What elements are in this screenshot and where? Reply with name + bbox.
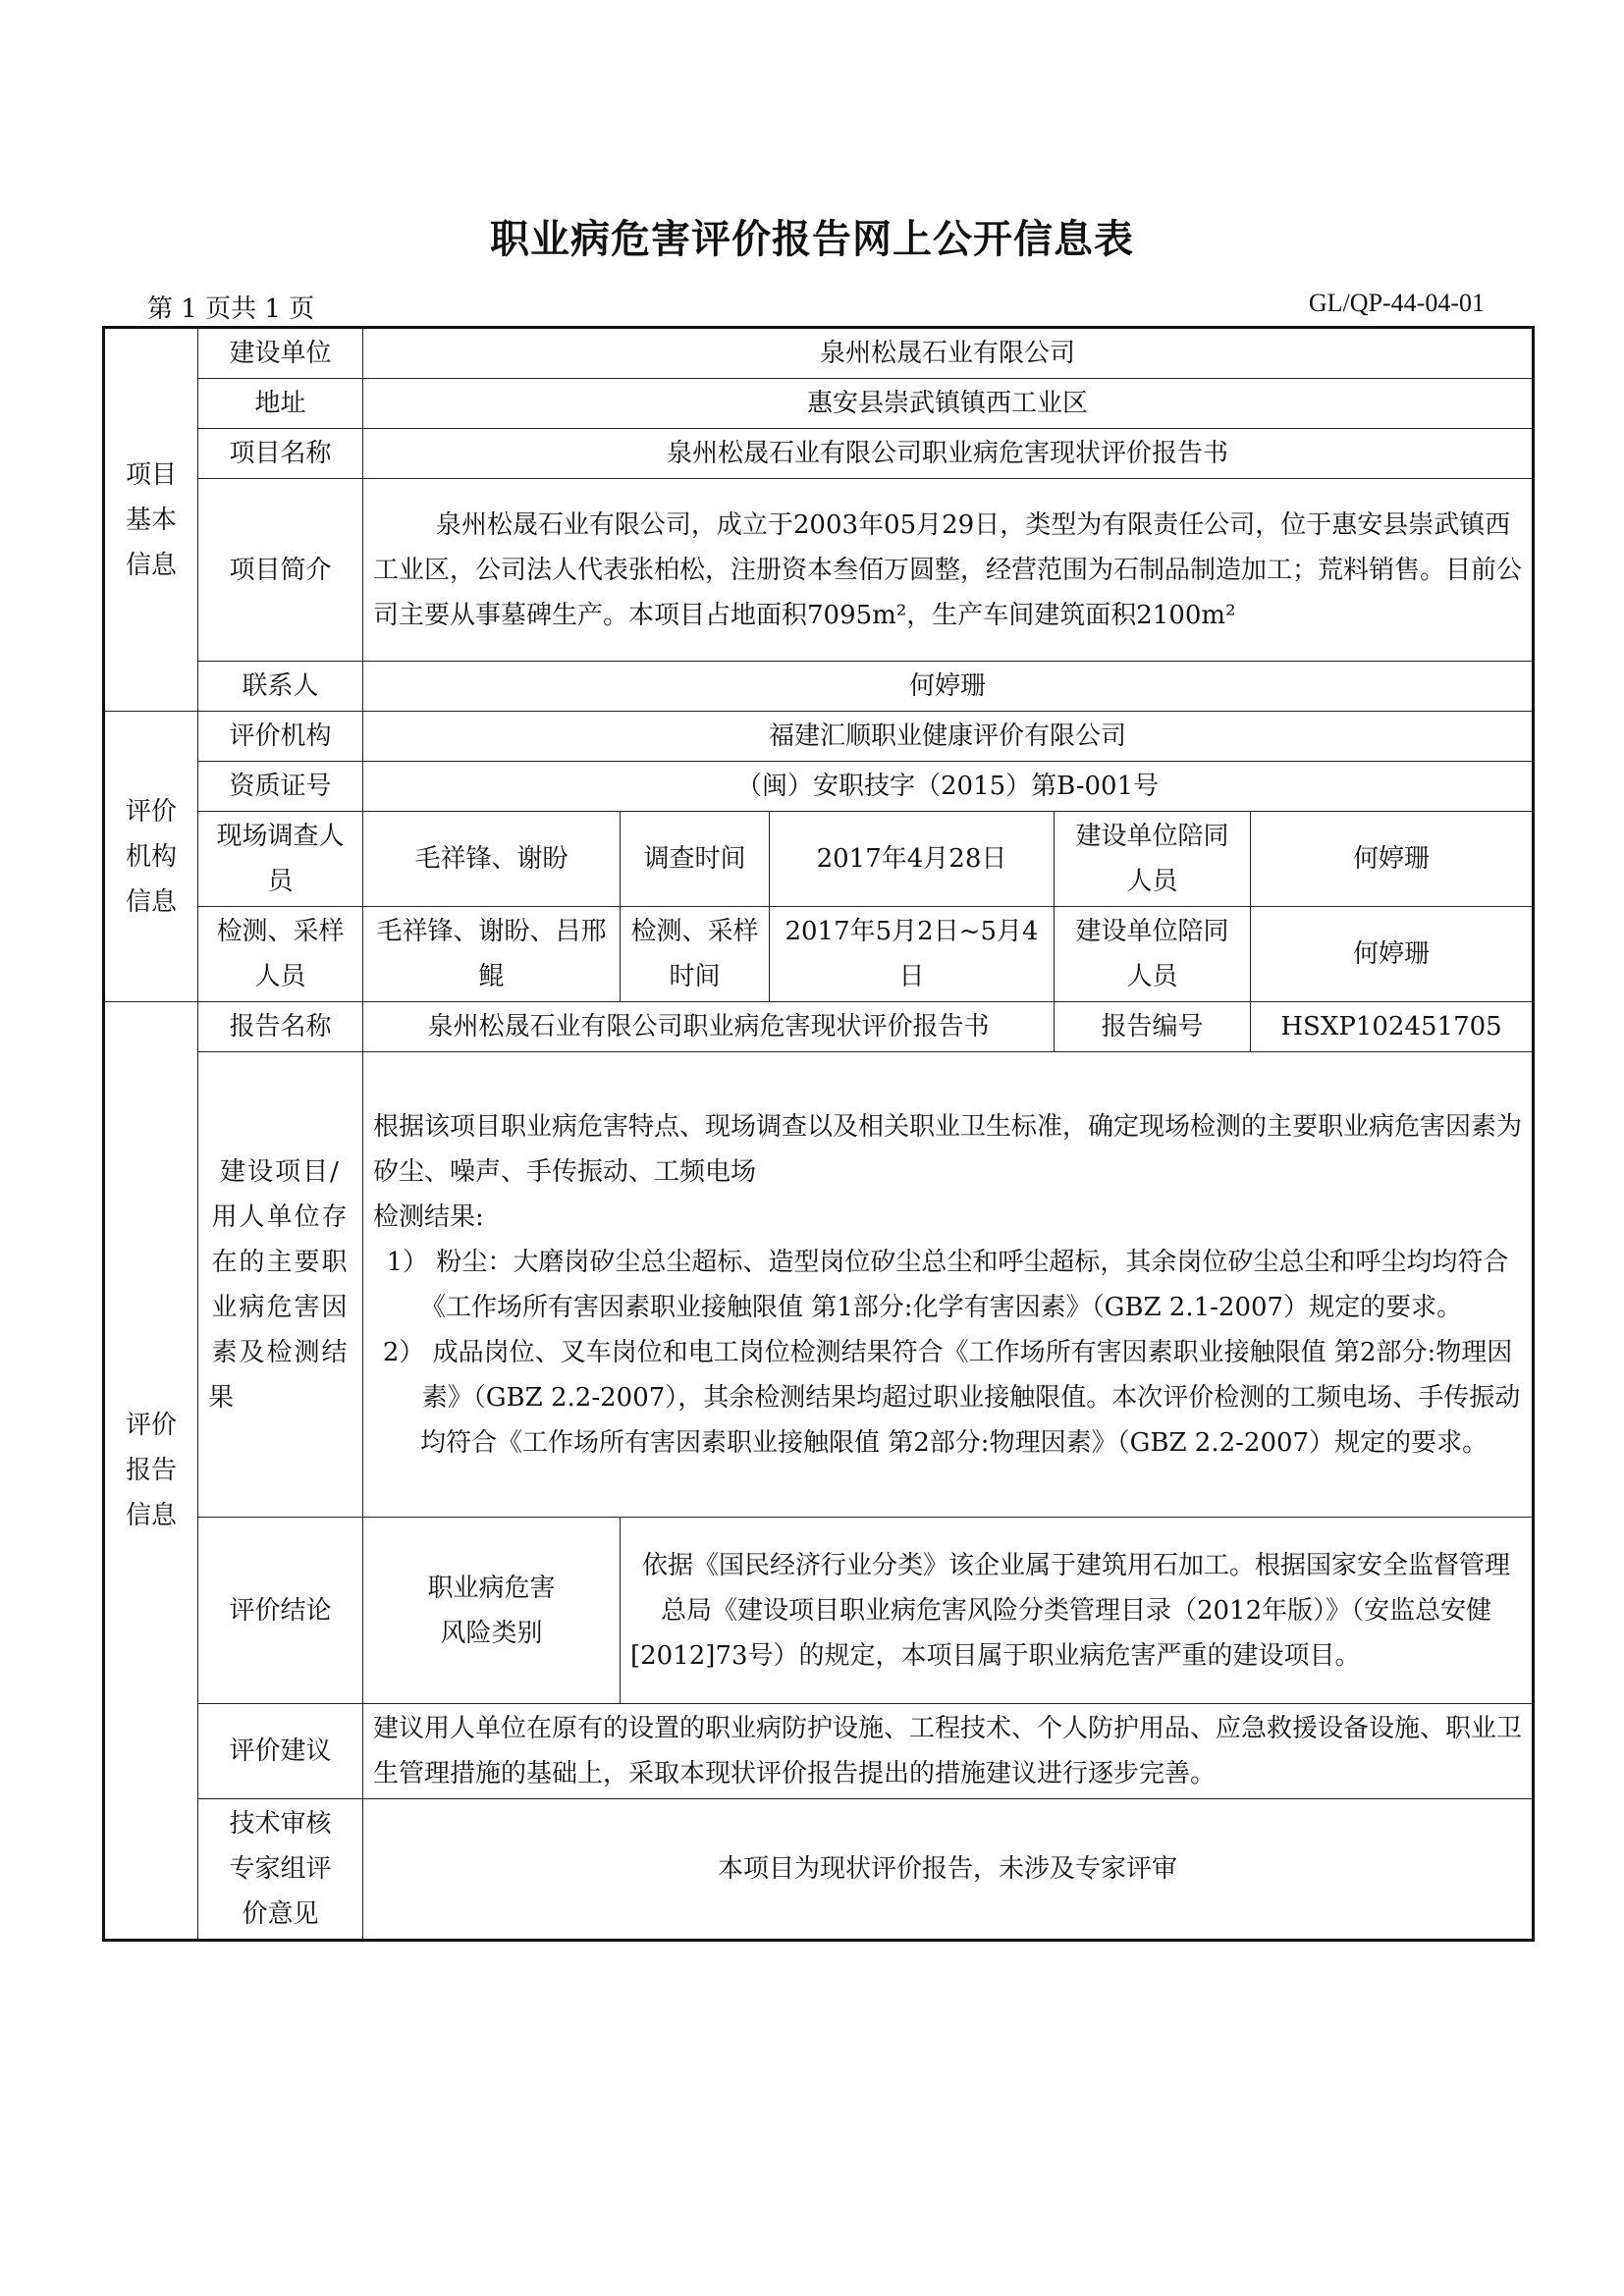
hazards-value xyxy=(363,1052,1534,1518)
advice-label: 评价建议 xyxy=(198,1704,363,1799)
project-name-label: 项目名称 xyxy=(198,429,363,479)
address-value: 惠安县崇武镇镇西工业区 xyxy=(363,379,1534,429)
risk-category-label: 职业病危害风险类别 xyxy=(363,1518,621,1704)
results-title: 检测结果: xyxy=(373,1201,484,1232)
project-summary-value: 泉州松晟石业有限公司，成立于2003年05月29日，类型为有限责任公司，位于惠安县崇武镇西工业区，公司法人代表张柏松，注册资本叁佰万圆整，经营范围为石制品制造加工；荒料销售。目前公司主要从事墓碑生产。本项目占地面积7095m²，生产车间建筑面积2100m² xyxy=(363,479,1534,662)
survey-time-value: 2017年4月28日 xyxy=(770,812,1055,907)
agency-label: 评价机构 xyxy=(198,712,363,762)
row-project-summary xyxy=(104,479,1534,662)
group-agency-info: 评价机构信息 xyxy=(104,712,198,1002)
row-advice xyxy=(104,1704,1534,1799)
survey-staff-label: 现场调查人员 xyxy=(198,812,363,907)
hazards-intro: 根据该项目职业病危害特点、现场调查以及相关职业卫生标准，确定现场检测的主要职业病危害因素为矽尘、噪声、手传振动、工频电场 xyxy=(373,1111,1523,1187)
row-contact xyxy=(104,662,1534,712)
report-name-value: 泉州松晟石业有限公司职业病危害现状评价报告书 xyxy=(363,1002,1055,1052)
sampling-staff-value: 毛祥锋、谢盼、吕邢鲲 xyxy=(363,907,621,1002)
contact-label: 联系人 xyxy=(198,662,363,712)
result-item-1: 1） 粉尘：大磨岗矽尘总尘超标、造型岗位矽尘总尘和呼尘超标，其余岗位矽尘总尘和呼尘均均符合《工作场所有害因素职业接触限值 第1部分:化学有害因素》（GBZ 2.1-2007）规定的要求。 xyxy=(386,1247,1509,1322)
expert-label: 技术审核专家组评价意见 xyxy=(198,1799,363,1941)
row-report-name xyxy=(104,1002,1534,1052)
sampling-time-label: 检测、采样时间 xyxy=(621,907,770,1002)
result-item-2: 2） 成品岗位、叉车岗位和电工岗位检测结果符合《工作场所有害因素职业接触限值 第2部分:物理因素》（GBZ 2.2-2007），其余检测结果均超过职业接触限值。本次评价检测的工频电场、手传振动均符合《工作场所有害因素职业接触限值 第2部分:物理因素》（GBZ 2.2-2007）规定的要求。 xyxy=(382,1337,1521,1458)
row-project-name xyxy=(104,429,1534,479)
sampling-time-value: 2017年5月2日~5月4日 xyxy=(770,907,1055,1002)
contact-value: 何婷珊 xyxy=(363,662,1534,712)
project-summary-label: 项目简介 xyxy=(198,479,363,662)
address-label: 地址 xyxy=(198,379,363,429)
report-number-value: HSXP102451705 xyxy=(1251,1002,1534,1052)
project-name-value: 泉州松晟石业有限公司职业病危害现状评价报告书 xyxy=(363,429,1534,479)
row-hazards xyxy=(104,1052,1534,1518)
advice-value: 建议用人单位在原有的设置的职业病防护设施、工程技术、个人防护用品、应急救援设备设施、职业卫生管理措施的基础上，采取本现状评价报告提出的措施建议进行逐步完善。 xyxy=(363,1704,1534,1799)
row-survey xyxy=(104,812,1534,907)
sampling-companion-value: 何婷珊 xyxy=(1251,907,1534,1002)
hazards-label: 建设项目/用人单位存在的主要职业病危害因素及检测结果 xyxy=(198,1052,363,1518)
builder-label: 建设单位 xyxy=(198,328,363,379)
group-basic-info: 项目基本信息 xyxy=(104,328,198,712)
survey-time-label: 调查时间 xyxy=(621,812,770,907)
report-number-label: 报告编号 xyxy=(1055,1002,1251,1052)
page-title: 职业病危害评价报告网上公开信息表 xyxy=(490,216,1134,262)
row-address xyxy=(104,379,1534,429)
row-conclusion xyxy=(104,1518,1534,1704)
document-code: GL/QP-44-04-01 xyxy=(1308,289,1485,317)
info-table xyxy=(102,326,1535,1942)
report-name-label: 报告名称 xyxy=(198,1002,363,1052)
sampling-staff-label: 检测、采样人员 xyxy=(198,907,363,1002)
expert-value: 本项目为现状评价报告，未涉及专家评审 xyxy=(363,1799,1534,1941)
agency-value: 福建汇顺职业健康评价有限公司 xyxy=(363,712,1534,762)
row-sampling xyxy=(104,907,1534,1002)
conclusion-label: 评价结论 xyxy=(198,1518,363,1704)
survey-companion-value: 何婷珊 xyxy=(1251,812,1534,907)
page-counter: 第 1 页共 1 页 xyxy=(147,294,315,324)
row-expert xyxy=(104,1799,1534,1941)
conclusion-value: 依据《国民经济行业分类》该企业属于建筑用石加工。根据国家安全监督管理总局《建设项目职业病危害风险分类管理目录（2012年版）》（安监总安健[2012]73号）的规定，本项目属于职业病危害严重的建设项目。 xyxy=(621,1518,1534,1704)
group-report-info: 评价报告信息 xyxy=(104,1002,198,1941)
builder-value: 泉州松晟石业有限公司 xyxy=(363,328,1534,379)
survey-companion-label: 建设单位陪同人员 xyxy=(1055,812,1251,907)
sampling-companion-label: 建设单位陪同人员 xyxy=(1055,907,1251,1002)
row-agency xyxy=(104,712,1534,762)
survey-staff-value: 毛祥锋、谢盼 xyxy=(363,812,621,907)
row-certificate xyxy=(104,762,1534,812)
row-builder xyxy=(104,328,1534,379)
certificate-label: 资质证号 xyxy=(198,762,363,812)
certificate-value: （闽）安职技字（2015）第B-001号 xyxy=(363,762,1534,812)
